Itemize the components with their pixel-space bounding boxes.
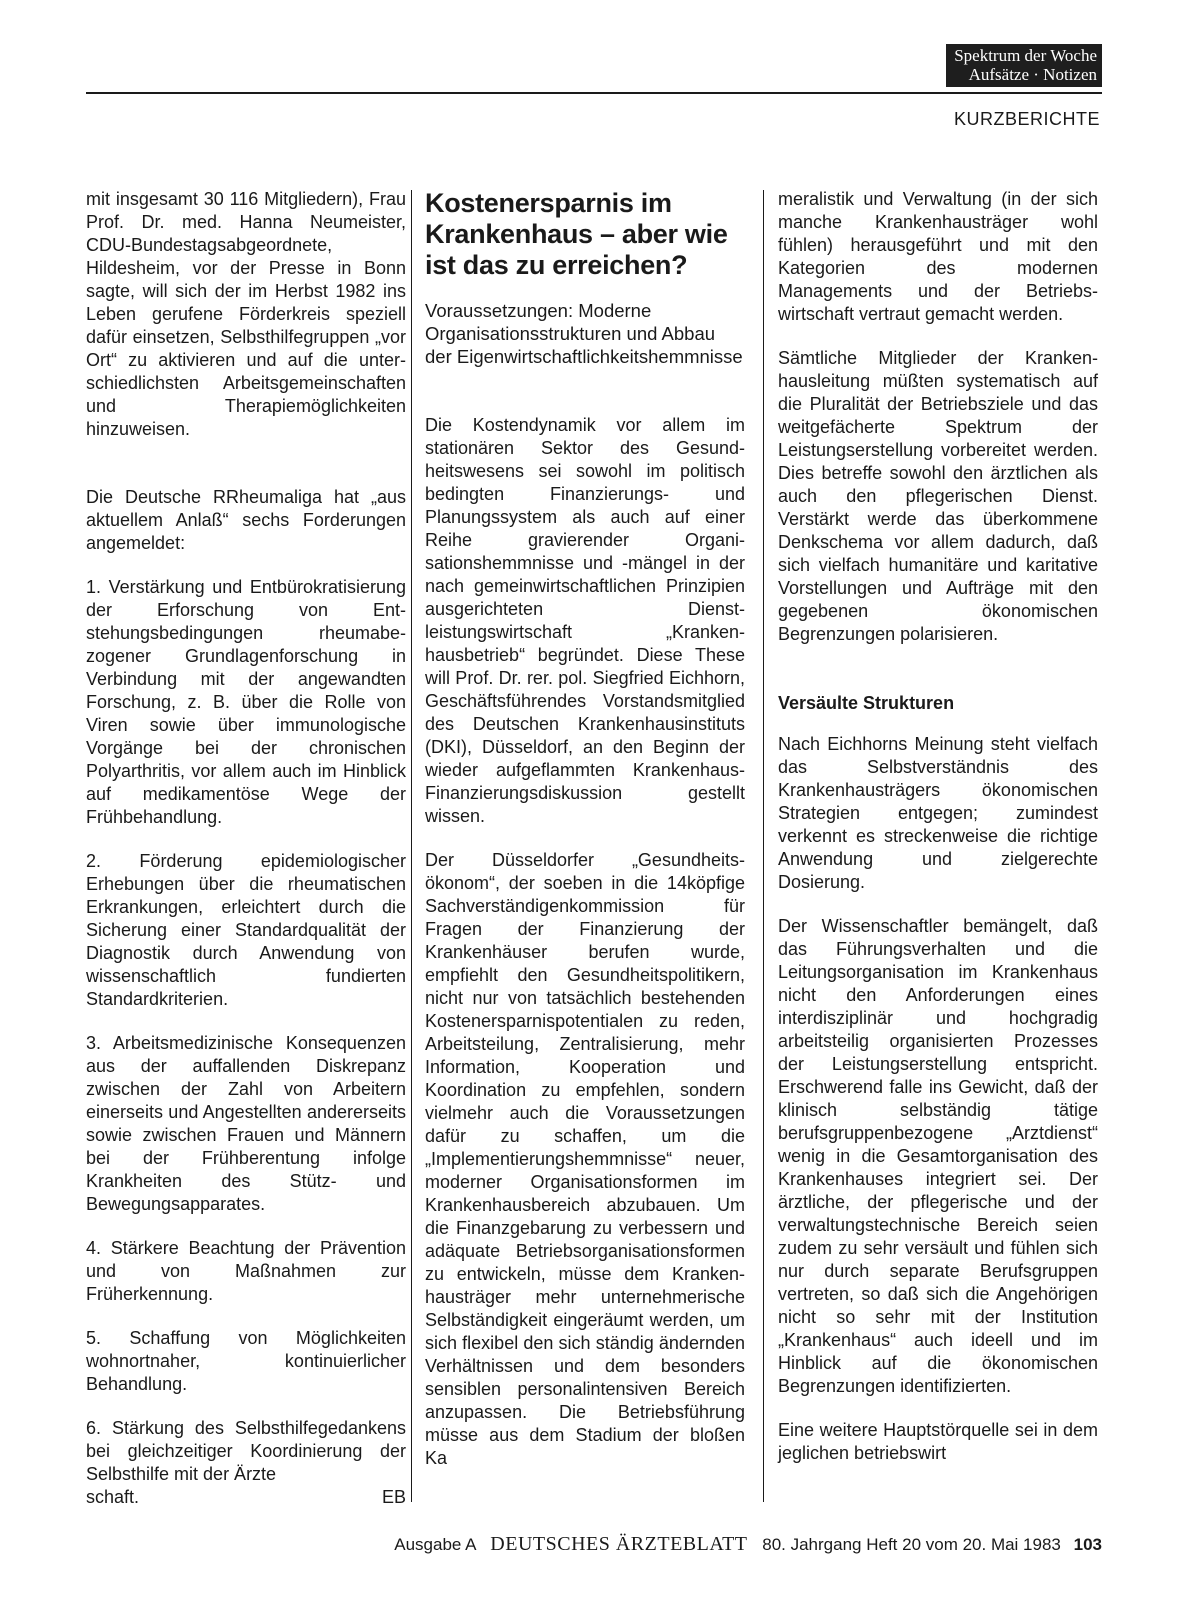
column-divider [763, 190, 764, 1502]
paragraph: Der Düsseldorfer „Gesundheitsökonom“, der soeben in die 14köpfige Sachverständigenkommission für Fragen der Finanzierung der Krankenhäuser berufen wurde, empfiehlt den Gesundheitspolitikern, nicht nur von tatsächlich bestehenden Kostenersparnispotentialen zu reden, Arbeitsteilung, Zentralisierung, mehr Information, Kooperation und Koordination zu empfehlen, sondern vielmehr auch die Voraussetzungen dafür zu schaffen, um die „Implementierungshemmnisse“ neuer, moderner Organisationsformen im Krankenhausbereich abzubauen. Um die Finanzgebarung zu verbessern und adäquate Betriebsorganisationsformen zu entwickeln, müsse dem Krankenhausträger mehr unternehmerische Selbständigkeit eingeräumt werden, um sich flexibel den sich ständig ändernden Verhältnissen und dem besonders sensiblen personalintensiven Bereich anzupassen. Die Betriebsführung müsse aus dem Stadium der bloßen Ka [425, 850, 745, 1468]
author-signature: EB [381, 1487, 406, 1507]
column-1 [86, 188, 406, 1509]
banner-line-2: Aufsätze · Notizen [968, 65, 1097, 84]
section-label: KURZBERICHTE [953, 109, 1100, 129]
section-banner [946, 44, 1102, 87]
article-title: Kostenersparnis im Krankenhaus – aber wie ist das zu erreichen? [425, 188, 728, 280]
list-item [86, 1417, 406, 1486]
column-2 [425, 188, 745, 1491]
paragraph: Die Kostendynamik vor allem im stationären Sektor des Gesundheitswesens sei sowohl im politisch bedingten Finanzierungs- und Planungssystem als auch auf einer Reihe gravierender Organisationshemmnisse und -mängel in der nach gemeinwirtschaftlichen Prinzipien ausgerichteten Dienstleistungswirtschaft „Krankenhausbetrieb“ begründet. Diese These will Prof. Dr. rer. pol. Siegfried Eichhorn, Geschäftsführendes Vorstandsmitglied des Deutschen Krankenhausinstituts (DKI), Düsseldorf, an den Beginn der wieder aufgeflammten Krankenhaus-Finanzierungsdiskussion gestellt wissen. [425, 415, 745, 826]
list-item: 1. Verstärkung und Entbürokratisierung der Erforschung von Entstehungsbedingungen rheumabezogener Grundlagenforschung in Verbindung mit der angewandten Forschung, z. B. über die Rolle von Viren sowie über immunologische Vorgänge bei der chronischen Polyarthritis, vor allem auch im Hinblick auf medikamentöse Wege der Frühbehandlung. [86, 577, 406, 827]
paragraph: mit insgesamt 30 116 Mitgliedern), Frau Prof. Dr. med. Hanna Neumeister, CDU-Bundestagsabgeordnete, Hildesheim, vor der Presse in Bonn sagte, will sich der im Herbst 1982 ins Leben gerufene Förderkreis speziell dafür einsetzen, Selbsthilfegruppen „vor Ort“ zu aktivieren und auf die unterschiedlichsten Arbeitsgemeinschaften und Therapiemöglichkeiten hinzuweisen. [86, 189, 406, 439]
banner-line-1: Spektrum der Woche [954, 46, 1097, 65]
list-item: 2. Förderung epidemiologischer Erhebungen über die rheumatischen Erkrankungen, erleichtert durch die Sicherung einer Standardqualität der Diagnostik durch Anwendung von wissenschaftlich fundierten Standardkriterien. [86, 851, 406, 1009]
paragraph: Eine weitere Hauptstörquelle sei in dem jeglichen betriebswirt [778, 1420, 1098, 1463]
list-item-text: 6. Stärkung des Selbsthilfegedankens bei gleichzeitiger Koordinierung der Selbsthilfe mit der Ärzte [86, 1418, 406, 1484]
signature-line [86, 1486, 406, 1509]
paragraph: Nach Eichhorns Meinung steht vielfach das Selbstverständnis des Krankenhausträgers ökonomischen Strategien entgegen; zumindest verkennt es streckenweise die richtige Anwendung und zielgerechte Dosierung. [778, 734, 1098, 892]
list-item: 4. Stärkere Beachtung der Prävention und von Maßnahmen zur Früherkennung. [86, 1238, 406, 1304]
footer-edition: Ausgabe A [394, 1535, 476, 1554]
list-item: 3. Arbeitsmedizinische Konsequenzen aus der auffallenden Diskrepanz zwischen der Zahl von Arbeitern einerseits und Angestellten andererseits sowie zwischen Frauen und Männern bei der Frühberentung infolge Krankheiten des Stütz- und Bewegungsapparates. [86, 1033, 406, 1214]
paragraph: meralistik und Verwaltung (in der sich manche Krankenhausträger wohl fühlen) herausgeführt und mit den Kategorien des modernen Managements und der Betriebswirtschaft vertraut gemacht werden. [778, 189, 1098, 324]
footer-journal: DEUTSCHES ÄRZTEBLATT [490, 1533, 748, 1555]
paragraph: Die Deutsche RRheumaliga hat „aus aktuellem Anlaß“ sechs Forderungen angemeldet: [86, 487, 406, 553]
page-footer [86, 1533, 1102, 1556]
list-item-text-end: schaft. [86, 1487, 140, 1507]
section-heading: Versäulte Strukturen [778, 693, 955, 713]
footer-issue: 80. Jahrgang Heft 20 vom 20. Mai 1983 [762, 1535, 1061, 1554]
page-number: 103 [1073, 1535, 1102, 1554]
paragraph: Sämtliche Mitglieder der Krankenhausleitung müßten systematisch auf die Pluralität der Betriebsziele und das weitgefächerte Spektrum der Leistungserstellung vorbereitet werden. Dies betreffe sowohl den ärztlichen als auch den pflegerischen Dienst. Verstärkt werde das überkommene Denkschema vor allem dadurch, daß sich vielfach humanitäre und karitative Vorstellungen und Aufträge mit den gegebenen ökonomischen Begrenzungen polarisieren. [778, 348, 1098, 644]
list-item: 5. Schaffung von Möglichkeiten wohnortnaher, kontinuierlicher Behandlung. [86, 1328, 406, 1394]
article-subtitle: Voraussetzungen: Moderne Organisationsstrukturen und Abbau der Eigenwirtschaftlichkeitshemmnisse [425, 300, 743, 367]
column-divider [411, 190, 412, 1502]
column-3 [778, 188, 1098, 1486]
paragraph: Der Wissenschaftler bemängelt, daß das Führungsverhalten und die Leitungsorganisation im Krankenhaus nicht den Anforderungen eines interdisziplinär und hochgradig arbeitsteilig organisierten Prozesses der Leistungserstellung entspricht. Erschwerend falle ins Gewicht, daß der klinisch selbständig tätige berufsgruppenbezogene „Arztdienst“ wenig in die Gesamtorganisation des Krankenhauses integriert sei. Der ärztliche, der pflegerische und der verwaltungstechnische Bereich seien zudem zu sehr versäult und fühlen sich nur durch separate Berufsgruppen vertreten, so daß sich die Angehörigen nicht so sehr mit der Institution „Krankenhaus“ auch ideell und im Hinblick auf die ökonomischen Begrenzungen identifizierten. [778, 916, 1098, 1396]
header-rule [86, 92, 1102, 94]
